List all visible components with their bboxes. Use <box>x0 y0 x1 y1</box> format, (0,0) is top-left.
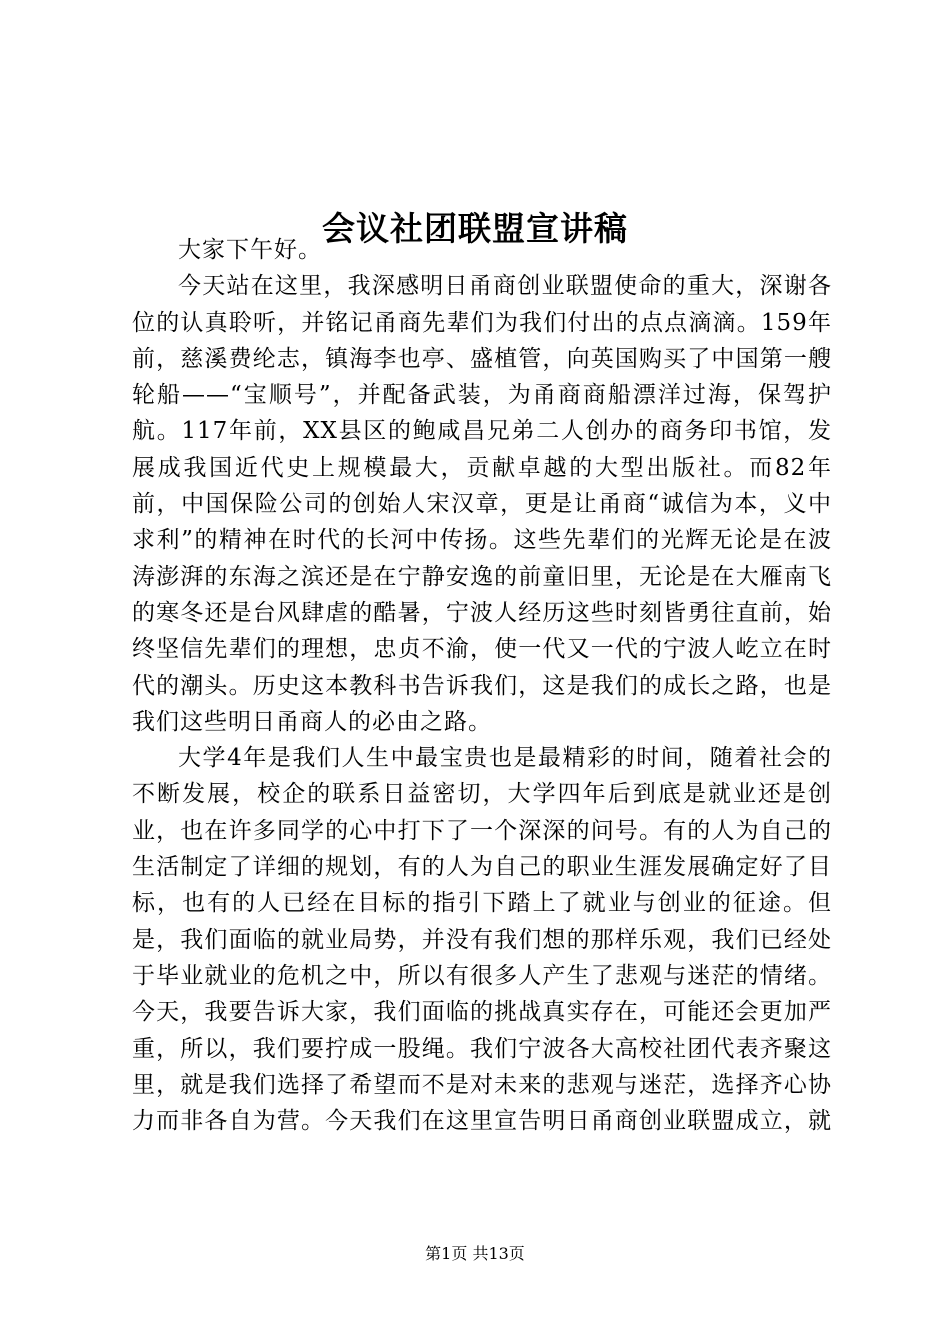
paragraph-greeting: 大家下午好。 <box>178 237 322 263</box>
document-body <box>132 232 832 1138</box>
paragraph-history: 今天站在这里，我深感明日甬商创业联盟使命的重大，深谢各位的认真聆听，并铭记甬商先辈们为我们付出的点点滴滴。159年前，慈溪费纶志，镇海李也亭、盛植管，向英国购买了中国第一艘轮船——“宝顺号”，并配备武装，为甬商商船漂洋过海，保驾护航。117年前，XX县区的鲍咸昌兄弟二人创办的商务印书馆，发展成我国近代史上规模最大，贡献卓越的大型出版社。而82年前，中国保险公司的创始人宋汉章，更是让甬商“诚信为本，义中求利”的精神在时代的长河中传扬。这些先辈们的光辉无论是在波涛澎湃的东海之滨还是在宁静安逸的前童旧里，无论是在大雁南飞的寒冬还是台风肆虐的酷暑，宁波人经历这些时刻皆勇往直前，始终坚信先辈们的理想，忠贞不渝，使一代又一代的宁波人屹立在时代的潮头。历史这本教科书告诉我们，这是我们的成长之路，也是我们这些明日甬商人的必由之路。 <box>132 273 832 735</box>
page-number-footer: 第1页 共13页 <box>425 1244 525 1263</box>
document-title: 会议社团联盟宣讲稿 <box>322 209 628 249</box>
paragraph-university: 大学4年是我们人生中最宝贵也是最精彩的时间，随着社会的不断发展，校企的联系日益密切，大学四年后到底是就业还是创业，也在许多同学的心中打下了一个深深的问号。有的人为自己的生活制定了详细的规划，有的人为自己的职业生涯发展确定好了目标，也有的人已经在目标的指引下踏上了就业与创业的征途。但是，我们面临的就业局势，并没有我们想的那样乐观，我们已经处于毕业就业的危机之中，所以有很多人产生了悲观与迷茫的情绪。今天，我要告诉大家，我们面临的挑战真实存在，可能还会更加严重，所以，我们要拧成一股绳。我们宁波各大高校社团代表齐聚这里，就是我们选择了希望而不是对未来的悲观与迷茫，选择齐心协力而非各自为营。今天我们在这里宣告明日甬商创业联盟成立，就 <box>132 745 832 1135</box>
